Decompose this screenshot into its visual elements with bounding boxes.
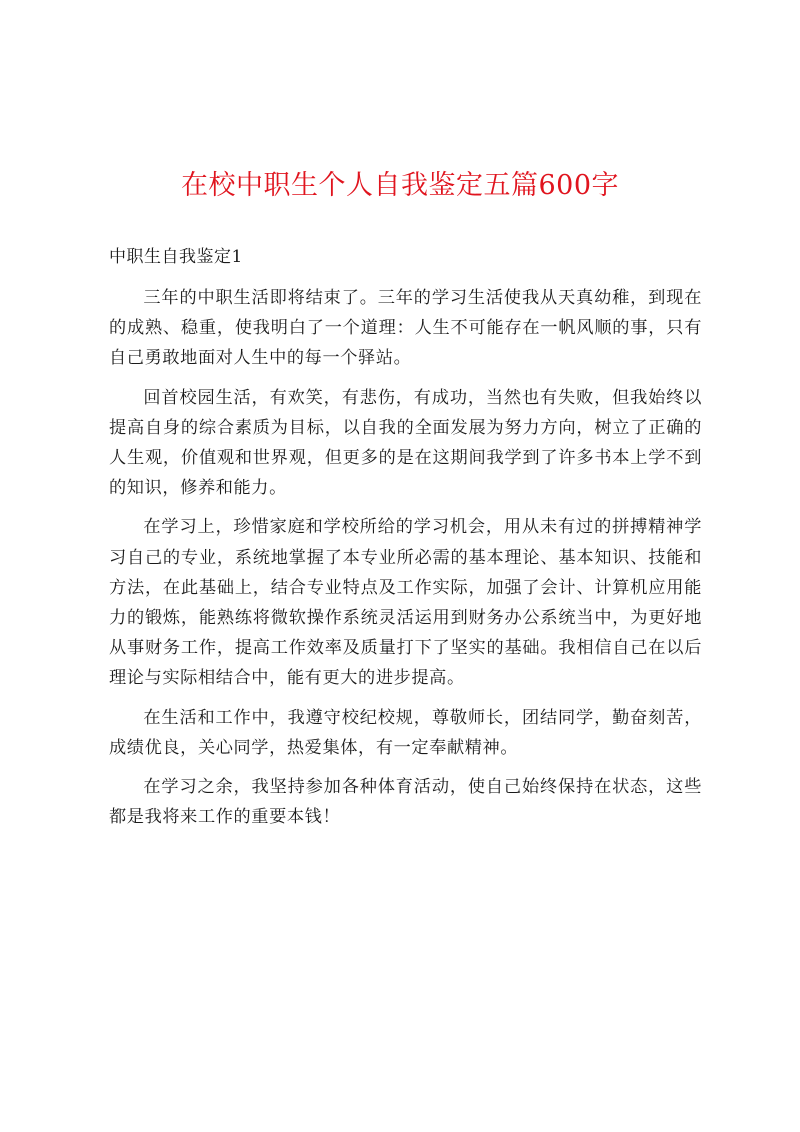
paragraph: 在生活和工作中，我遵守校纪校规，尊敬师长，团结同学，勤奋刻苦，成绩优良，关心同学，热爱集体，有一定奉献精神。: [109, 707, 702, 758]
paragraph: 在学习上，珍惜家庭和学校所给的学习机会，用从未有过的拼搏精神学习自己的专业，系统地掌握了本专业所必需的基本理论、基本知识、技能和方法，在此基础上，结合专业特点及工作实际，加强了会计、计算机应用能力的锻炼，能熟练将微软操作系统灵活运用到财务办公系统当中，为更好地从事财务工作，提高工作效率及质量打下了坚实的基础。我相信自己在以后理论与实际相结合中，能有更大的进步提高。: [109, 517, 702, 689]
document-body: [109, 283, 702, 832]
paragraph: 在学习之余，我坚持参加各种体育活动，使自己始终保持在状态，这些都是我将来工作的重要本钱！: [109, 777, 702, 828]
document-title: 在校中职生个人自我鉴定五篇600字: [180, 170, 620, 201]
paragraph: 回首校园生活，有欢笑，有悲伤，有成功，当然也有失败，但我始终以提高自身的综合素质为目标，以自我的全面发展为努力方向，树立了正确的人生观，价值观和世界观，但更多的是在这期间我学到了许多书本上学不到的知识，修养和能力。: [109, 387, 702, 499]
paragraph: 三年的中职生活即将结束了。三年的学习生活使我从天真幼稚，到现在的成熟、稳重，使我明白了一个道理：人生不可能存在一帆风顺的事，只有自己勇敢地面对人生中的每一个驿站。: [109, 288, 702, 369]
section-heading: 中职生自我鉴定1: [109, 247, 243, 267]
